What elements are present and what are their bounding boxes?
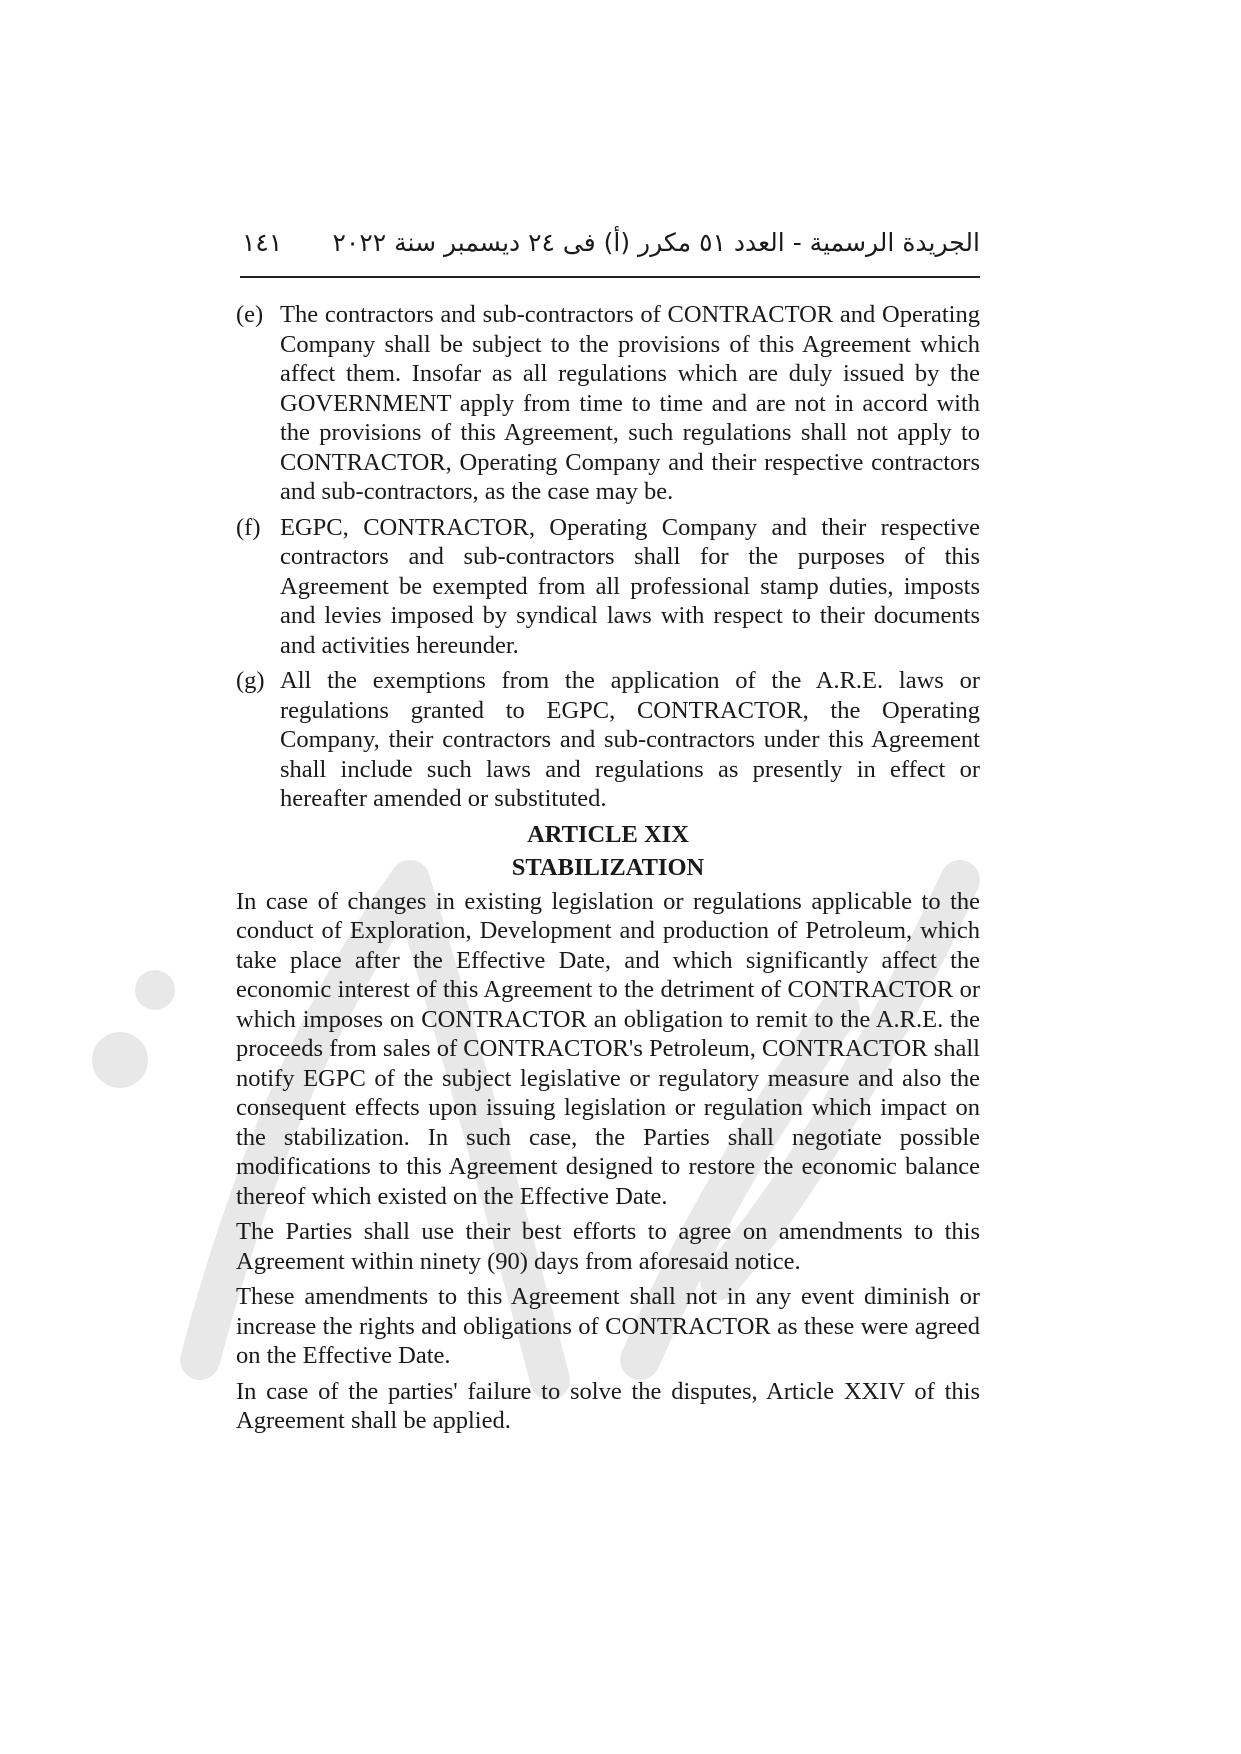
item-text: The contractors and sub-contractors of CONTRACTOR and Operating Company shall be subject to the provisions of this Agreement which affect them. Insofar as all regulations which are duly issued by the GOVERNMENT apply from time to time and are not in accord with the provisions of this Agreement, such regulations shall not apply to CONTRACTOR, Operating Company and their respective contractors and sub-contractors, as the case may be.	[280, 301, 980, 505]
watermark-dot	[135, 970, 175, 1010]
list-item-e	[236, 300, 980, 507]
paragraph: In case of the parties' failure to solve the disputes, Article XXIV of this Agreement shall be applied.	[236, 1377, 980, 1434]
paragraph: In case of changes in existing legislation or regulations applicable to the conduct of Exploration, Development and production of Petroleum, which take place after the Effective Date, and which significantly affect the economic interest of this Agreement to the detriment of CONTRACTOR or which imposes on CONTRACTOR an obligation to remit to the A.R.E. the proceeds from sales of CONTRACTOR's Petroleum, CONTRACTOR shall notify EGPC of the subject legislative or regulatory measure and also the consequent effects upon issuing legislation or regulation which impact on the stabilization. In such case, the Parties shall negotiate possible modifications to this Agreement designed to restore the economic balance thereof which existed on the Effective Date.	[236, 887, 980, 1210]
article-title: ARTICLE XIX	[527, 820, 689, 848]
page-number: ١٤١	[242, 228, 283, 257]
item-label: (f)	[236, 513, 261, 541]
paragraph: These amendments to this Agreement shall not in any event diminish or increase the rights and obligations of CONTRACTOR as these were agreed on the Effective Date.	[236, 1283, 980, 1369]
list-item-f	[236, 513, 980, 661]
gazette-title: الجريدة الرسمية - العدد ٥١ مكرر (أ) فى ٢٤ ديسمبر سنة ٢٠٢٢	[332, 228, 980, 257]
paragraph: The Parties shall use their best efforts to agree on amendments to this Agreement within ninety (90) days from aforesaid notice.	[236, 1218, 980, 1275]
item-label: (e)	[236, 301, 264, 328]
document-body	[236, 300, 980, 1442]
item-label: (g)	[236, 667, 265, 694]
list-item-g	[236, 666, 980, 814]
watermark-dot	[92, 1032, 148, 1088]
item-text: EGPC, CONTRACTOR, Operating Company and their respective contractors and sub-contractors shall for the purposes of this Agreement be exempted from all professional stamp duties, imposts and levies imposed by syndical laws with respect to their documents and activities hereunder.	[280, 513, 980, 659]
page-header	[240, 228, 980, 278]
item-text: All the exemptions from the application of the A.R.E. laws or regulations granted to EGPC, CONTRACTOR, the Operating Company, their contractors and sub-contractors under this Agreement shall include such laws and regulations as presently in effect or hereafter amended or substituted.	[280, 667, 980, 812]
article-subtitle: STABILIZATION	[511, 854, 705, 881]
